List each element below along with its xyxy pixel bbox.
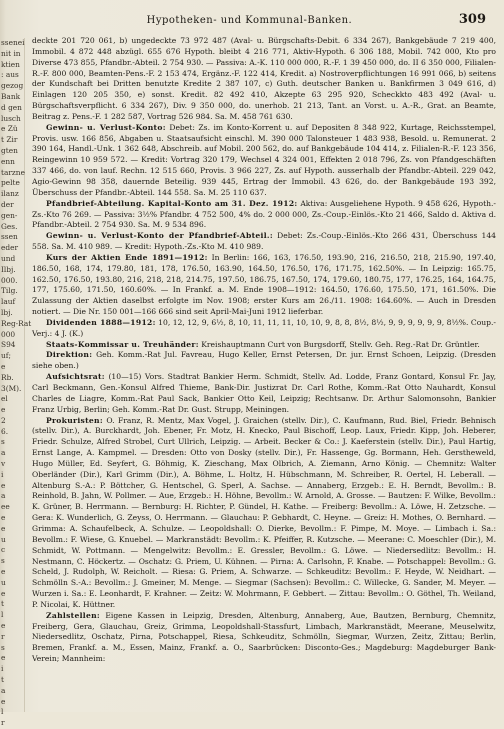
facing-page-margin-fragments	[0, 38, 32, 728]
paragraph-heading: Aufsichtsrat:	[46, 372, 105, 382]
running-head-title: Hypotheken- und Kommunal-Banken.	[146, 15, 353, 26]
margin-fragment: Ges.	[1, 221, 18, 231]
margin-fragment: t	[1, 599, 4, 609]
margin-fragment: ilanz	[1, 189, 19, 199]
paragraph	[32, 123, 496, 199]
page-header	[40, 12, 490, 32]
margin-fragment: r	[1, 718, 5, 728]
paragraph-heading: Zahlstellen:	[46, 610, 101, 620]
margin-fragment: e	[1, 621, 6, 631]
paragraph-text: Debet: Zs. im Konto-Korrent u. auf Depositen 8 348 922, Kurtage, Reichsstempel, Provis. usw. 166 856, Abgaben u. Staatsaufsicht einschl. M. 390 000 Talonsteuer 1 483 938, Besold. u. Remunerat. 2 390 164, Handl.-Unk. 1 362 648, Abschreib. auf Mobil. 200 562, do. auf Bankgebäude 104 414, z. Filialen-R.-F. 123 356, Reingewinn 10 959 572. — Kredit: Vortrag 320 179, Wechsel 4 324 001, Effekten 2 018 796, Zs. von Pfandgeschäften 337 466, do. von lauf. Rechn. 12 515 660, Provis. 3 966 227, Zs. auf Hypoth. ausserhalb der Pfandbr.-Abteil. 229 042, Agio-Gewinn 98 358, dauernde Beteilig. 939 445, Ertrag der Immobil. 43 626, do. der Bankgebäude 193 392, Überschuss der Pfandbr.-Abteil. 144 558. Sa. M. 25 110 637.	[32, 122, 496, 197]
margin-fragment: Bank	[1, 91, 21, 101]
margin-fragment: i	[1, 469, 4, 479]
margin-fragment: tarzne	[1, 167, 25, 177]
paragraph-heading: Kurs der Aktien Ende 1891—1912:	[46, 252, 208, 262]
margin-fragment: lauf	[1, 297, 16, 307]
margin-fragment: s	[1, 642, 5, 652]
paragraph-heading: Pfandbrief-Abteilung. Kapital-Konto am 31. Dez. 1912:	[46, 198, 298, 208]
paragraph-heading: Gewinn- u. Verlust-Konto:	[46, 122, 166, 132]
paragraph	[32, 231, 496, 253]
margin-fragment: S94	[1, 340, 16, 350]
margin-fragment: l	[1, 707, 4, 717]
margin-fragment: e	[1, 653, 6, 663]
margin-fragment: i	[1, 664, 4, 674]
margin-fragment: a	[1, 685, 6, 695]
margin-fragment: lusch	[1, 113, 21, 123]
paragraph-heading: Dividenden 1888—1912:	[46, 317, 156, 327]
margin-fragment: lbj.	[1, 307, 13, 317]
margin-fragment: e Zü	[1, 124, 18, 134]
paragraph	[32, 199, 496, 232]
paragraph-heading: Direktion:	[46, 350, 93, 360]
paragraph	[32, 36, 496, 123]
margin-fragment: e	[1, 361, 6, 371]
margin-fragment: uf;	[1, 351, 11, 361]
margin-fragment: 2	[1, 415, 6, 425]
paragraph	[32, 611, 496, 665]
margin-fragment: l	[1, 610, 4, 620]
paragraph-text: Kreishauptmann Curt von Burgsdorff, Stellv. Geh. Reg.-Rat Dr. Grüntler.	[198, 339, 480, 349]
margin-fragment: a	[1, 491, 6, 501]
margin-fragment: : aus	[1, 70, 19, 80]
paragraph-text: (10—15) Vors. Stadtrat Bankier Herm. Schmidt, Stellv. Ad. Lodde, Franz Gontard, Konsul Fr. Jay, Carl Beckmann, Gen.-Konsul Alfred Thieme, Bank-Dir. Justizrat Dr. Carl Rothe, Komm.-Rat Otto Nauhardt, Konsul Charles de Liagre, Komm.-Rat Paul Sack, Bankier Otto Keil, Leipzig; Rechtsanw. Dr. Arthur Salomonsohn, Bankier Franz Urbig, Berlin; Geh. Komm.-Rat Dr. Gust. Strupp, Meiningen.	[32, 372, 496, 414]
margin-fragment: gten	[1, 145, 18, 155]
paragraph	[32, 416, 496, 611]
margin-fragment: 000	[1, 329, 16, 339]
paragraph-text: Geh. Komm.-Rat Jul. Favreau, Hugo Keller, Ernst Petersen, Dr. jur. Ernst Schoen, Leipzig. (Dresden siehe oben.)	[32, 350, 496, 371]
margin-fragment: Tilg.	[1, 286, 18, 296]
margin-fragment: v	[1, 459, 6, 469]
paragraph	[32, 372, 496, 415]
margin-fragment: e	[1, 480, 6, 490]
margin-fragment: e	[1, 588, 6, 598]
margin-fragment: u	[1, 534, 6, 544]
margin-fragment: a	[1, 448, 6, 458]
paragraph	[32, 253, 496, 318]
margin-fragment: gen-	[1, 210, 18, 220]
paragraph	[32, 350, 496, 372]
margin-fragment: enn	[1, 156, 15, 166]
margin-fragment: nit in	[1, 48, 21, 58]
margin-fragment: ssenei	[1, 38, 25, 47]
paragraph-text: 10, 12, 12, 9, 6½, 8, 10, 11, 11, 11, 10, 10, 9, 8, 8, 8½, 8½, 9, 9, 9, 9, 9, 9, 8½%. Coup.-Verj.: 4 J. (K.)	[32, 317, 496, 338]
margin-fragment: Reg-Rat	[1, 318, 32, 328]
paragraph	[32, 340, 496, 351]
margin-fragment: ee	[1, 502, 10, 512]
margin-fragment: c	[1, 545, 6, 555]
margin-fragment: pelte	[1, 178, 20, 188]
margin-fragment: Rb.	[1, 372, 14, 382]
margin-fragment: e	[1, 405, 6, 415]
margin-fragment: e	[1, 523, 6, 533]
paragraph-heading: Gewinn- u. Verlust-Konto der Pfandbrief-Abteil.:	[46, 231, 273, 241]
paragraph-text: In Berlin: 166, 163, 176.50, 193.90, 216, 216.50, 218, 215.90, 197.40, 186.50, 168, 174, 179.80, 181, 178, 176.50, 163.90, 164.50, 176.50, 176, 171.75, 162.50%. — In Leipzig: 165.75, 162.50, 176.50, 193.80, 216, 218, 218, 214.75, 197.50, 186.75, 167.50, 174, 179.60, 180.75, 177, 176.25, 164, 164.75, 177, 175.60, 171.50, 160.60%. — In Frankf. a. M. Ende 1908—1912: 164.50, 176.60, 175.50, 171, 161.50%. Die Zulassung der Aktien daselbst erfolgte im Nov. 1908; erster Kurs am 26./11. 1908: 164.60%. — Auch in Dresden notiert. — Die Nr. 150 001—166 666 sind seit April-Mai-Juni 1912 lieferbar.	[32, 252, 496, 317]
paragraph-text: Aktiva: Ausgeliehene Hypoth. 9 458 626, Hypoth.-Zs.-Kto 76 269. — Passiva: 3½% Pfandbr. 4 752 500, 4% do. 2 000 000, Zs.-Coup.-Einlös.-Kto 21 466, Saldo d. Aktiva d. Pfandbr.-Abteil. 2 754 930. Sa. M. 9 534 896.	[32, 198, 497, 230]
margin-fragment: ssen	[1, 232, 18, 242]
margin-fragment: eder	[1, 243, 19, 253]
page-body-text	[32, 36, 496, 712]
margin-fragment: e	[1, 696, 6, 706]
margin-fragment: und	[1, 253, 16, 263]
margin-fragment: 3(M).	[1, 383, 22, 393]
margin-fragment: e	[1, 567, 6, 577]
margin-fragment: el	[1, 394, 8, 404]
page-number: 309	[458, 12, 486, 27]
paragraph-text: deckte 201 720 061, b) ungedeckte 73 972 487 (Aval- u. Bürgschafts-Debit. 6 334 267), Bankgebäude 7 219 400, Immobil. 4 872 448 abzügl. 655 676 Hypoth. bleibt 4 216 771, Aktiv-Hypoth. 6 306 188, Mobil. 742 000, Kto pro Diverse 473 855, Pfandbr.-Abteil. 2 754 930. — Passiva: A.-K. 110 000 000, R.-F. 1 39 450 000, do. II 6 350 000, Filialen-R.-F. 800 000, Beamten-Pens.-F. 2 153 474, Ergänz.-F. 122 414, Kredit. a) Nostroverpflichtungen 16 991 066, b) seitens der Kundschaft bei Dritten benutzte Kredite 2 387 107, c) Guth. deutscher Banken u. Bankfirmen 3 049 616, d) Einlagen 120 205 350, e) sonst. Kredit. 82 492 410, Akzepte 63 295 920, Scheckkto 483 492 (Aval- u. Bürgschaftsverpflicht. 6 334 267), Div. 9 350 000, do. unerhob. 21 213, Tant. an Vorst. u. A.-R., Grat. an Beamte, Beitrag z. Pens.-F. 1 282 587, Vortrag 526 984. Sa. M. 458 761 630.	[32, 36, 496, 121]
paragraph-heading: Staats-Kommissar u. Treuhänder:	[46, 339, 199, 349]
margin-fragment: d gen	[1, 102, 22, 112]
margin-fragment: u	[1, 577, 6, 587]
paragraph	[32, 318, 496, 340]
margin-fragment: e	[1, 513, 6, 523]
margin-fragment: t Zir	[1, 135, 18, 145]
margin-fragment: Ilbj.	[1, 264, 16, 274]
margin-fragment: t	[1, 675, 4, 685]
paragraph-heading: Prokuristen:	[46, 415, 103, 425]
paragraph-text: Debet: Zs.-Coup.-Einlös.-Kto 266 431, Überschuss 144 558. Sa. M. 410 989. — Kredit: Hypoth.-Zs.-Kto M. 410 989.	[32, 231, 496, 252]
margin-fragment: 000.	[1, 275, 18, 285]
margin-fragment: s	[1, 437, 5, 447]
margin-fragment: gezog	[1, 81, 24, 91]
paragraph-text: O. Franz, R. Mentz, Max Vogel, J. Graichen (stellv. Dir.), C. Kaufmann, Rud. Biel, Friedr. Behnisch (stellv. Dir.), A. Burckhardt, Joh. Ebener, Fr. Motz, H. Knecko, Paul Bischoff, Leop. Laux, Friedr. Kipp, Joh. Heberer, Friedr. Schulze, Alfred Strobel, Curt Ullrich, Leipzig. — Arbeit. Becker & Co.: J. Kaeferstein (stellv. Dir.), Paul Hartig, Ernst Lange, A. Kampmel. — Dresden: Otto von Dosky (stellv. Dir.), Fr. Hassenge, Gg. Bormann, Heh. Gerstheweld, Hugo Müller, Ed. Seyfert, G. Böhmig, K. Zieschang, Max Olbrich, A. Ziemann, Arno König. — Chemnitz: Walter Oberländer (Dir.), Karl Grimm (Dir.), A. Böhme, L. Holtz, H. Hübschmann, M. Schreiber, R. Oertel, H. Leberall. — Altenburg S.-A.: P. Böttcher, G. Hentschel, G. Sperl, A. Sachse. — Annaberg, Erzgeb.: E. H. Berndt, Bevollm.: B. Reinhold, B. Jahn, W. Pollmer. — Aue, Erzgeb.: H. Höhne, Bevollm.: W. Arnold, A. Grosse. — Bautzen: F. Wilke, Bevollm.: K. Grüner, B. Herrmann. — Bernburg: H. Richter, P. Gündel, H. Kathe. — Freiberg: Bevollm.: A. Löwe, H. Zetzsche. — Gera: K. Wunderlich, G. Zeyss, O. Herrmann. — Glauchau: P. Gebhardt, C. Heyne. — Greiz: H. Mothes, O. Bernhard. — Grimma: A. Schaufelbeck, A. Schulze. — Leopoldshall: O. Dierke, Bevollm.: F. Pimpe, M. Moye. — Limbach i. Sa.: Bevollm.: F. Wiese, G. Knuebel. — Markranstädt: Bevollm.: K. Pfeiffer, R. Kutzsche. — Meerane: C. Moeschler (Dir.), M. Schmidt, W. Pottmann. — Mengelwitz: Bevollm.: E. Gressler, Bevollm.: G. Löwe. — Niedersedlitz: Bevollm.: H. Nestmann, C. Höckertz. — Oschatz: G. Priem, U. Kühnen. — Pirna: A. Carlsohn, F. Knabe. — Potschappel: Bevollm.: G. Scheld, J. Rudolph, W. Reicholt. — Riesa: G. Priem, A. Schwarze. — Schkeuditz: Bevollm.: F. Heyde, W. Neidhart. — Schmölln S.-A.: Bevollm.: J. Gmeiner, M. Menge. — Siegmar (Sachsen): Bevollm.: C. Willecke, G. Sander, M. Meyer. — Wurzen i. Sa.: E. Leonhardt, F. Krahner. — Zeitz: W. Mohrmann, F. Gebbert. — Zittau: Bevollm.: O. Göthel, Th. Weiland, P. Nicolai, K. Hüttner.	[32, 415, 496, 609]
margin-fragment: der	[1, 199, 14, 209]
margin-fragment: 6.	[1, 426, 9, 436]
margin-fragment: r	[1, 631, 5, 641]
paragraph-text: Eigene Kassen in Leipzig, Dresden, Altenburg, Annaberg, Aue, Bautzen, Bernburg, Chemnitz, Freiberg, Gera, Glauchau, Greiz, Grimma, Leopoldshall-Stassfurt, Limbach, Markranstädt, Meerane, Meuselwitz, Niedersedlitz, Oschatz, Pirna, Potschappel, Riesa, Schkeuditz, Schmölln, Siegmar, Wurzen, Zeitz, Zittau; Berlin, Bremen, Frankf. a. M., Essen, Mainz, Frankf. a. O., Saarbrücken: Disconto-Ges.; Magdeburg: Magdeburger Bank-Verein; Mannheim:	[32, 610, 496, 664]
margin-fragment: ktien	[1, 59, 20, 69]
margin-fragment: s	[1, 556, 5, 566]
